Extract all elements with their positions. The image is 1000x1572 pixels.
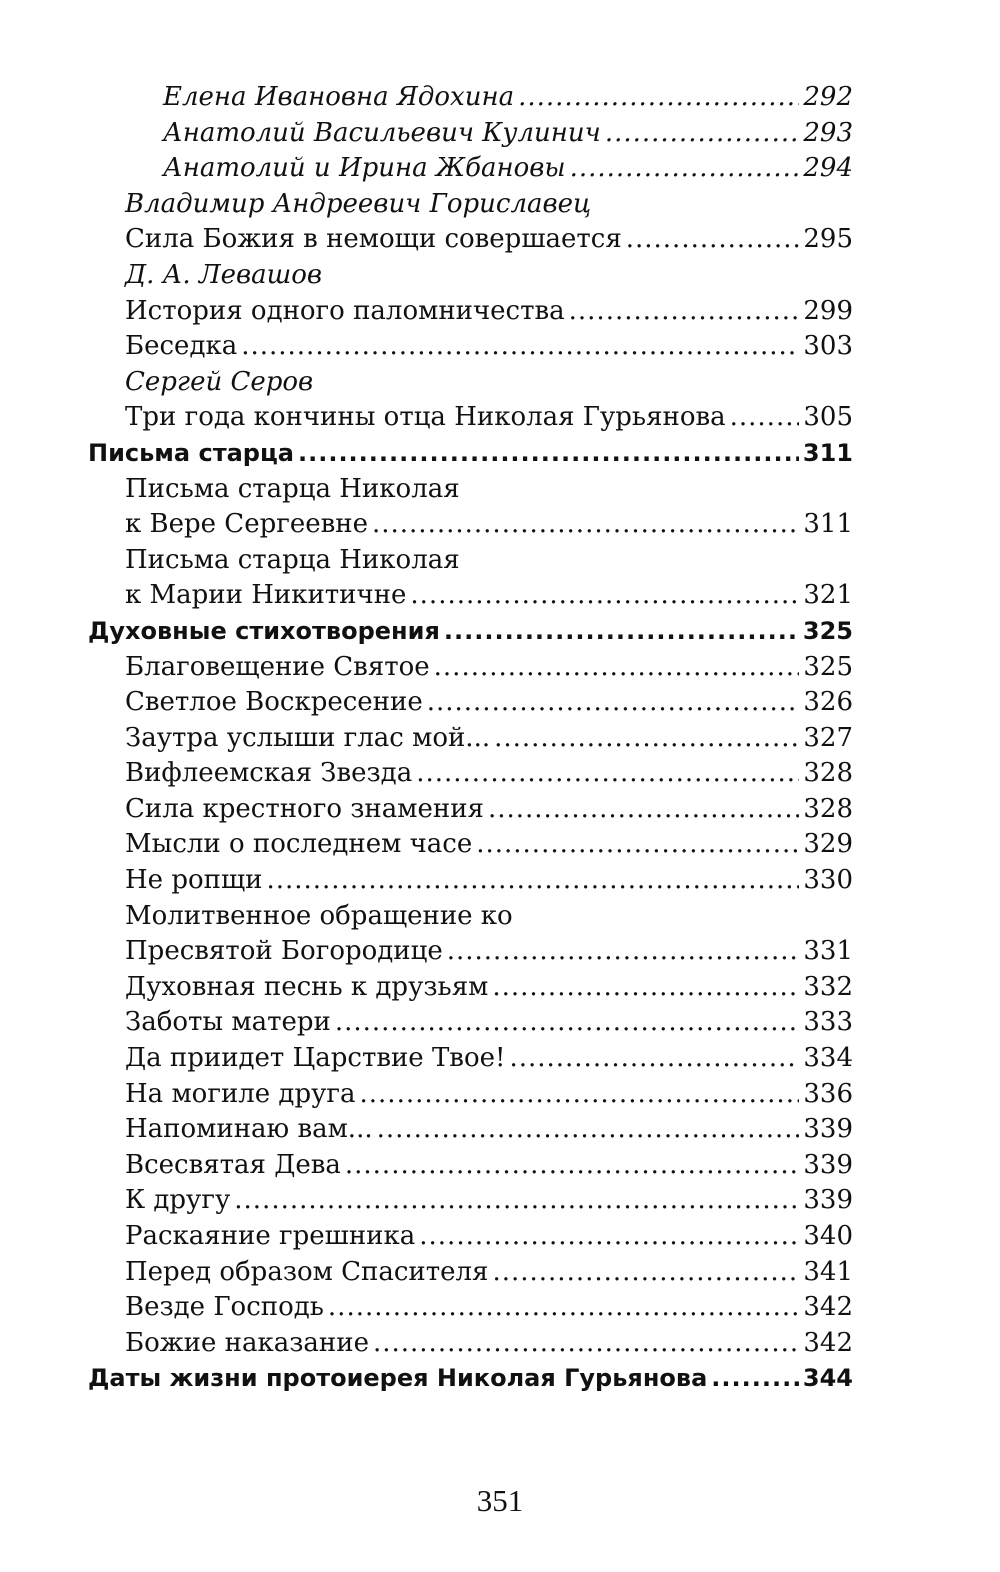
toc-entry-title: Письма старца bbox=[88, 438, 294, 467]
toc-entry-label bbox=[88, 365, 853, 401]
dot-leader bbox=[730, 400, 800, 436]
dot-leader bbox=[444, 614, 799, 650]
toc-page-number: 299 bbox=[803, 295, 853, 326]
toc-entry-title: Светлое Воскресение bbox=[125, 687, 423, 718]
toc-page-number: 325 bbox=[803, 651, 853, 682]
table-of-contents bbox=[88, 80, 853, 1397]
toc-entry bbox=[88, 1041, 853, 1077]
toc-entry-title: Письма старца Николая bbox=[125, 544, 460, 575]
toc-entry-title: К другу bbox=[125, 1185, 231, 1216]
toc-entry-title: Заутра услыши глас мой... bbox=[125, 722, 491, 753]
toc-entry bbox=[88, 1326, 853, 1362]
toc-entry-title: Анатолий и Ирина Жбановы bbox=[163, 153, 566, 184]
dot-leader bbox=[416, 756, 799, 792]
toc-entry-title: Даты жизни протоиерея Николая Гурьянова bbox=[88, 1364, 708, 1393]
toc-entry bbox=[88, 827, 853, 863]
toc-entry bbox=[88, 685, 853, 721]
toc-entry-title: Сергей Серов bbox=[125, 366, 314, 397]
toc-entry-title: История одного паломничества bbox=[125, 295, 565, 326]
toc-page-number: 341 bbox=[803, 1256, 853, 1287]
toc-entry-title: Благовещение Святое bbox=[125, 651, 430, 682]
toc-entry-title: На могиле друга bbox=[125, 1078, 356, 1109]
toc-page-number: 328 bbox=[803, 758, 853, 789]
toc-page-number: 344 bbox=[802, 1364, 853, 1393]
toc-page-number: 339 bbox=[803, 1149, 853, 1180]
toc-entry-title: Да приидет Царствие Твое! bbox=[125, 1043, 506, 1074]
toc-entry-title: Письма старца Николая bbox=[125, 473, 460, 504]
toc-entry-title: Молитвенное обращение ко bbox=[125, 900, 513, 931]
toc-entry bbox=[88, 400, 853, 436]
toc-entry-title: Три года кончины отца Николая Гурьянова bbox=[125, 402, 726, 433]
toc-page-number: 334 bbox=[803, 1043, 853, 1074]
toc-entry bbox=[88, 294, 853, 330]
toc-section-heading bbox=[88, 436, 853, 472]
toc-section-heading bbox=[88, 1361, 853, 1397]
toc-page-number: 326 bbox=[803, 687, 853, 718]
toc-entry-title: к Марии Никитичне bbox=[125, 580, 407, 611]
dot-leader bbox=[266, 863, 799, 899]
toc-entry bbox=[88, 222, 853, 258]
dot-leader bbox=[328, 1290, 799, 1326]
toc-entry-title: Перед образом Спасителя bbox=[125, 1256, 489, 1287]
toc-section-heading bbox=[88, 614, 853, 650]
toc-entry-title: Пресвятой Богородице bbox=[125, 936, 443, 967]
toc-entry-title: Заботы матери bbox=[125, 1007, 331, 1038]
toc-entry bbox=[88, 1148, 853, 1184]
dot-leader bbox=[711, 1361, 799, 1397]
toc-page-number: 327 bbox=[803, 722, 853, 753]
dot-leader bbox=[492, 1255, 799, 1291]
toc-entry-title: Везде Господь bbox=[125, 1292, 324, 1323]
dot-leader bbox=[434, 650, 800, 686]
toc-entry bbox=[88, 1077, 853, 1113]
dot-leader bbox=[410, 578, 799, 614]
toc-page-number: 333 bbox=[803, 1007, 853, 1038]
toc-entry bbox=[88, 934, 853, 970]
toc-page-number: 328 bbox=[803, 793, 853, 824]
toc-entry-label bbox=[88, 543, 853, 579]
toc-entry bbox=[88, 1290, 853, 1326]
dot-leader bbox=[234, 1183, 799, 1219]
toc-page-number: 295 bbox=[803, 224, 853, 255]
toc-page-number: 342 bbox=[803, 1292, 853, 1323]
toc-entry bbox=[88, 1255, 853, 1291]
toc-page-number: 292 bbox=[803, 82, 853, 112]
toc-entry bbox=[88, 1219, 853, 1255]
dot-leader bbox=[494, 721, 799, 757]
toc-entry-title: Духовные стихотворения bbox=[88, 616, 440, 645]
toc-entry-title: Беседка bbox=[125, 331, 238, 362]
toc-entry-title: Вифлеемская Звезда bbox=[125, 758, 413, 789]
toc-entry-title: Напоминаю вам... bbox=[125, 1114, 373, 1145]
dot-leader bbox=[569, 294, 800, 330]
dot-leader bbox=[476, 827, 799, 863]
dot-leader bbox=[298, 436, 799, 472]
toc-page-number: 305 bbox=[803, 402, 853, 433]
toc-entry-title: Не ропщи bbox=[125, 865, 263, 896]
dot-leader bbox=[241, 329, 799, 365]
toc-page-number: 329 bbox=[803, 829, 853, 860]
toc-entry-title: Д. А. Левашов bbox=[125, 259, 323, 290]
dot-leader bbox=[605, 116, 800, 152]
toc-entry-title: Духовная песнь к друзьям bbox=[125, 971, 489, 1002]
toc-page-number: 342 bbox=[803, 1327, 853, 1358]
toc-entry-title: Мысли о последнем часе bbox=[125, 829, 473, 860]
toc-page-number: 332 bbox=[803, 971, 853, 1002]
toc-page-number: 293 bbox=[803, 117, 853, 148]
dot-leader bbox=[372, 507, 799, 543]
toc-entry bbox=[88, 329, 853, 365]
toc-entry bbox=[88, 1183, 853, 1219]
toc-entry-title: Божие наказание bbox=[125, 1327, 369, 1358]
dot-leader bbox=[360, 1077, 800, 1113]
toc-page-number: 311 bbox=[803, 509, 853, 540]
toc-entry bbox=[88, 970, 853, 1006]
toc-entry bbox=[88, 578, 853, 614]
toc-page-number: 294 bbox=[803, 153, 853, 184]
toc-entry-title: Елена Ивановна Ядохина bbox=[163, 82, 515, 112]
dot-leader bbox=[492, 970, 799, 1006]
dot-leader bbox=[377, 1112, 800, 1148]
toc-page-number: 340 bbox=[803, 1221, 853, 1251]
toc-entry bbox=[88, 116, 853, 152]
toc-entry bbox=[88, 650, 853, 686]
toc-entry-title: Анатолий Васильевич Кулинич bbox=[163, 117, 601, 148]
toc-page-number: 303 bbox=[803, 331, 853, 362]
toc-entry bbox=[88, 792, 853, 828]
toc-entry-title: Сила Божия в немощи совершается bbox=[125, 224, 622, 255]
toc-entry-title: к Вере Сергеевне bbox=[125, 509, 368, 540]
toc-page-number: 330 bbox=[803, 865, 853, 896]
page-number: 351 bbox=[476, 1483, 524, 1518]
toc-entry bbox=[88, 1112, 853, 1148]
toc-entry-title: Раскаяние грешника bbox=[125, 1221, 416, 1251]
dot-leader bbox=[488, 792, 799, 828]
toc-page-number: 331 bbox=[803, 936, 853, 967]
dot-leader bbox=[570, 151, 800, 187]
toc-entry-title: Сила крестного знамения bbox=[125, 793, 484, 824]
toc-entry-label bbox=[88, 258, 853, 294]
dot-leader bbox=[427, 685, 800, 721]
dot-leader bbox=[509, 1041, 799, 1077]
toc-page-number: 311 bbox=[802, 438, 853, 467]
toc-entry bbox=[88, 1005, 853, 1041]
toc-page-number: 325 bbox=[802, 616, 853, 645]
dot-leader bbox=[335, 1005, 800, 1041]
toc-entry bbox=[88, 151, 853, 187]
toc-entry bbox=[88, 80, 853, 116]
dot-leader bbox=[518, 80, 799, 116]
dot-leader bbox=[419, 1219, 799, 1255]
toc-entry-title: Всесвятая Дева bbox=[125, 1149, 341, 1180]
toc-page-number: 339 bbox=[803, 1114, 853, 1145]
dot-leader bbox=[626, 222, 800, 258]
toc-page-number: 336 bbox=[803, 1078, 853, 1109]
dot-leader bbox=[373, 1326, 799, 1362]
toc-entry-title: Владимир Андреевич Гориславец bbox=[125, 188, 592, 219]
toc-entry bbox=[88, 721, 853, 757]
toc-entry bbox=[88, 507, 853, 543]
toc-entry bbox=[88, 863, 853, 899]
dot-leader bbox=[345, 1148, 799, 1184]
toc-entry-label bbox=[88, 899, 853, 935]
toc-page-number: 339 bbox=[803, 1185, 853, 1216]
toc-entry bbox=[88, 756, 853, 792]
toc-entry-label bbox=[88, 472, 853, 508]
toc-page-number: 321 bbox=[803, 580, 853, 611]
toc-entry-label bbox=[88, 187, 853, 223]
dot-leader bbox=[447, 934, 800, 970]
